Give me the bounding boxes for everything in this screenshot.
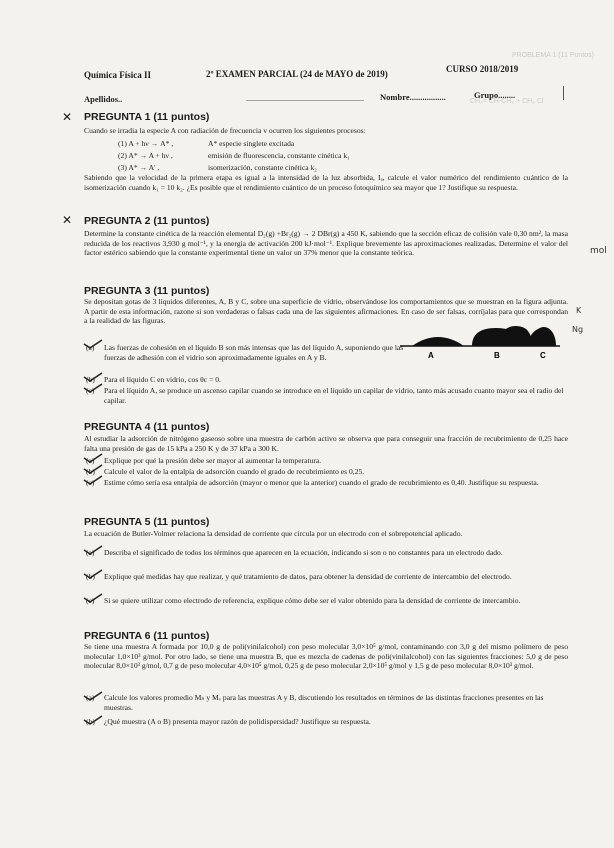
q5-title: PREGUNTA 5 (11 puntos) (84, 516, 210, 528)
margin-note: mol (590, 246, 607, 256)
item-label: (c) (86, 386, 95, 395)
q4-title: PREGUNTA 4 (11 puntos) (84, 421, 210, 433)
drop-label-b: B (494, 351, 500, 360)
drop-c (528, 327, 556, 346)
drop-label-c: C (540, 351, 546, 360)
q2-title: PREGUNTA 2 (11 puntos) (84, 215, 210, 227)
handwritten-ticks (82, 690, 108, 730)
item-label: (a) (86, 343, 95, 352)
course: CURSO 2018/2019 (446, 64, 519, 74)
tick-mark-icon (84, 465, 102, 473)
tick-mark-icon (84, 384, 102, 392)
q3-item-b (84, 375, 574, 385)
tick-mark-icon (84, 476, 102, 484)
q1-reaction-2-desc: emisión de fluorescencia, constante cinética k₁ (208, 151, 350, 160)
q6-item-b (84, 717, 574, 727)
q5-item-a-text: Describa el significado de todos los términos que aparecen en la ecuación, indicando si son o no constantes para un electrodo dado. (104, 548, 503, 557)
drop-a (412, 337, 464, 346)
q5-item-c-text: Si se quiere utilizar como electrodo de referencia, explique cómo debe ser el valor obtenido para la densidad de corriente de intercambio. (104, 596, 521, 605)
q1-body: Sabiendo que la velocidad de la primera etapa es igual a la intensidad de la luz absorbida, Iₐ, calcule el valor numérico del rendimiento cuántico de la isomerización cuando k₁ = 10 k₂. ¿Es posible que el rendimiento cuántico de un proceso fotoquímico sea mayor que 1? Justifique su respuesta. (84, 173, 568, 192)
tick-mark-icon (84, 546, 102, 554)
exam-title: 2º EXAMEN PARCIAL (24 de MAYO de 2019) (206, 69, 388, 79)
item-label: (c) (86, 596, 95, 605)
q4-item-c-text: Estime cómo sería esa entalpía de adsorción (mayor o menor que la anterior) cuando el grado de recubrimiento es 0,40. Justifique su respuesta. (104, 478, 539, 487)
q1-reaction-1-desc: A* especie singlete excitada (208, 139, 295, 148)
q3-item-c (84, 386, 574, 405)
tick-mark-icon (84, 340, 102, 348)
q3-item-a (84, 343, 404, 362)
q6-item-a (84, 693, 574, 712)
q5-intro: La ecuación de Butler-Volmer relaciona la densidad de corriente que circula por un electrodo con el sobrepotencial aplicado. (84, 529, 463, 538)
tick-mark-icon (84, 594, 102, 602)
cross-mark-icon: ✕ (62, 110, 73, 124)
tick-mark-icon (84, 373, 102, 381)
item-label: (a) (86, 548, 95, 557)
item-label: (b) (86, 467, 95, 476)
q3-item-c-text: Para el líquido A, se produce un ascenso capilar cuando se introduce en el líquido un capilar de vidrio, tanto más acusado cuanto mayor sea el radio del capilar. (104, 386, 564, 405)
q1-reaction-3-desc: isomerización, constante cinética k₂ (208, 163, 317, 172)
q1-title: PREGUNTA 1 (11 puntos) (84, 111, 210, 123)
q5-item-c (84, 596, 574, 606)
margin-note: K (576, 306, 582, 315)
q1-intro: Cuando se irradia la especie A con radiación de frecuencia v ocurren los siguientes procesos: (84, 126, 366, 135)
q1-reaction-2: (2) A* → A + hν , (118, 151, 173, 160)
q4-item-a (84, 456, 574, 466)
q5-item-a (84, 548, 574, 558)
grupo-field[interactable]: Grupo........ (474, 90, 516, 100)
tick-mark-icon (84, 454, 102, 462)
q3-title: PREGUNTA 3 (11 puntos) (84, 285, 210, 297)
q2-body: Determine la constante cinética de la reacción elemental D₂(g) +Br₂(g) → 2 DBr(g) a 450 K, sabiendo que la sección eficaz de colisión vale 0,30 nm², la masa reducida de los reactivos 3,930 g mol⁻¹, y la energía de activación 200 kJ·mol⁻¹. Explique brevemente las aproximaciones realizadas. Determine el valor del factor estérico sabiendo que la constante experimental tiene un valor un 37% menor que la constante teórica. (84, 229, 568, 258)
item-label: (b) (86, 572, 95, 581)
q4-item-c (84, 478, 574, 488)
q3-intro: Se depositan gotas de 3 líquidos diferentes, A, B y C, sobre una superficie de vidrio, observándose los comportamientos que se muestran en la figura adjunta. A partir de esta información, razone si son verdaderas o falsas cada una de las siguientes afirmaciones. En caso de ser falsas, corríjalas para que correspondan a la realidad de las figuras. (84, 297, 568, 326)
item-label: (b) (86, 717, 95, 726)
q1-reaction-1: (1) A + hν → A* , (118, 139, 174, 148)
q3-item-b-text: Para el líquido C en vidrio, cos θc = 0. (104, 375, 221, 384)
q1-reaction-3: (3) A* → A' , (118, 163, 160, 172)
q4-item-b (84, 467, 574, 477)
apellidos-label: Apellidos.. (84, 94, 123, 104)
item-label: (a) (86, 693, 95, 702)
bleed-text: CH₂= CH-CH₂ + CH₂ Cl (470, 98, 544, 105)
q4-intro: Al estudiar la adsorción de nitrógeno gaseoso sobre una muestra de carbón activo se observa que para conseguir una fracción de recubrimiento de 0,25 hace falta una presión de gas de 15 kPa a 250 K y de 37 kPa a 300 K. (84, 434, 568, 453)
nombre-field[interactable]: Nombre................. (380, 92, 446, 102)
pen-stroke (563, 86, 564, 100)
margin-note: Ng (572, 325, 584, 334)
q4-item-a-text: Explique por qué la presión debe ser mayor al aumentar la temperatura. (104, 456, 322, 465)
cross-mark-icon: ✕ (62, 213, 73, 227)
q6-item-b-text: ¿Qué muestra (A o B) presenta mayor razón de polidispersidad? Justifique su respuesta. (104, 717, 371, 726)
subject: Química Física II (84, 70, 151, 80)
q6-title: PREGUNTA 6 (11 puntos) (84, 630, 210, 642)
q5-item-b (84, 572, 574, 582)
item-label: (b) (86, 375, 95, 384)
item-label: (a) (86, 456, 95, 465)
drop-label-a: A (428, 351, 434, 360)
q6-intro: Se tiene una muestra A formada por 10,0 g de poli(vinilalcohol) con peso molecular 3,0×10⁵ g/mol, contaminando con 3,0 g del mismo polímero de peso molecular 1,0×10³ g/mol. Por otro lado, se tiene una muestra B, que es mezcla de cadenas de poli(vinilalcohol) con las siguientes fracciones: 5,0 g de peso molecular 8,0×10³ g/mol, 0,7 g de peso molecular 4,0×10⁵ g/mol, 0,25 g de peso molecular 2,0×10⁵ g/mol y 1,5 g de peso molecular 8,0×10³ g/mol. (84, 642, 568, 671)
q3-item-a-text: Las fuerzas de cohesión en el líquido B son más intensas que las del líquido A, suponiendo que las fuerzas de adhesión con el vidrio son aproximadamente iguales en A y B. (104, 343, 404, 362)
drops-figure (400, 322, 560, 364)
q4-item-b-text: Calcule el valor de la entalpía de adsorción cuando el grado de recubrimiento es 0,25. (104, 467, 365, 476)
handwritten-ticks (82, 544, 108, 608)
handwritten-ticks (82, 338, 108, 408)
tick-mark-icon (84, 716, 102, 724)
handwritten-ticks (82, 450, 108, 490)
apellidos-field[interactable]: ........................................................... (246, 94, 364, 103)
item-label: (c) (86, 478, 95, 487)
tick-mark-icon (84, 692, 102, 700)
q6-item-a-text: Calcule los valores promedio Mₙ y Mᵥ para las muestras A y B, discutiendo los resultados en términos de las distintas fracciones presentes en las muestras. (104, 693, 544, 712)
tick-mark-icon (84, 570, 102, 578)
q5-item-b-text: Explique qué medidas hay que realizar, y qué tratamiento de datos, para obtener la densidad de corriente de intercambio del electrodo. (104, 572, 512, 581)
bleed-text: PROBLEMA 1 (11 Puntos) (512, 52, 594, 59)
